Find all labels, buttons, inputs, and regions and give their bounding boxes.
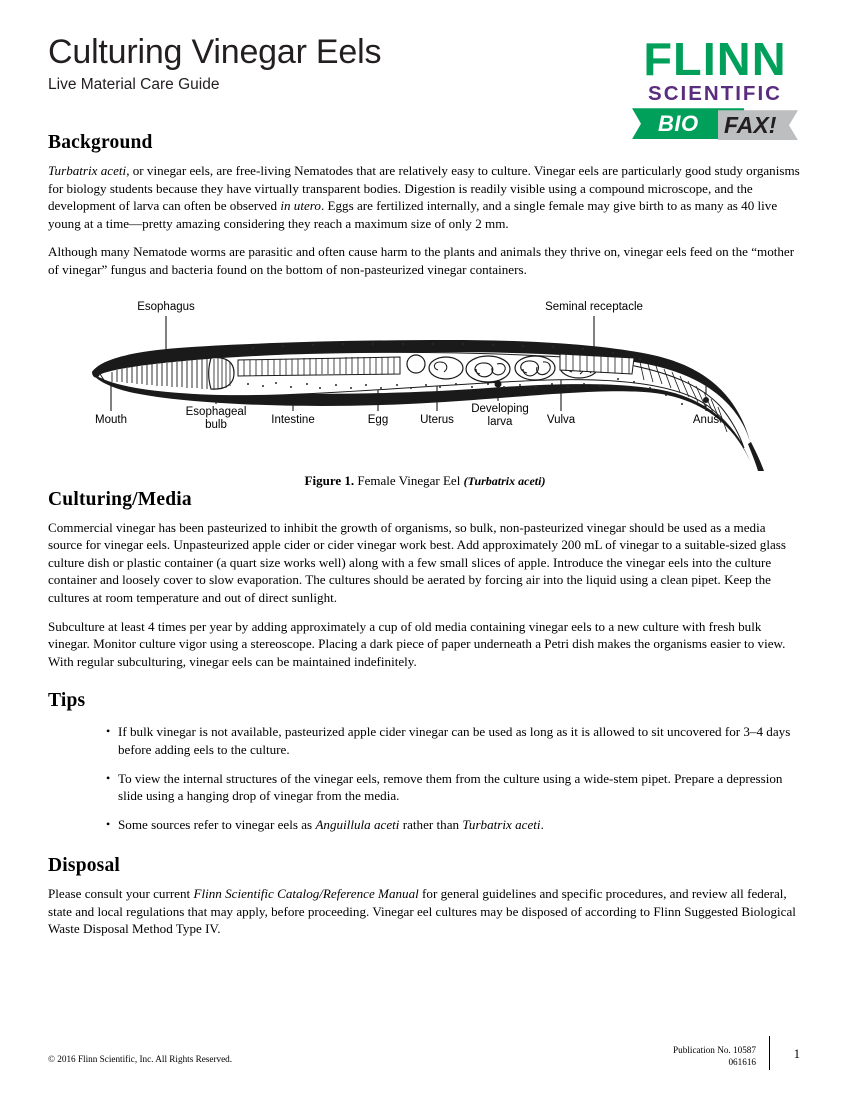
section-culturing-media	[48, 489, 802, 671]
page-footer	[48, 1030, 802, 1070]
label-esophageal-bulb-line2: bulb	[205, 418, 227, 431]
tip-1-text: If bulk vinegar is not available, pasteurized apple cider vinegar can be used as long as it is allowed to sit uncovered for 3–4 days before adding eels to the culture.	[118, 724, 791, 757]
tips-list	[48, 723, 802, 833]
page-number: 1	[793, 1047, 800, 1061]
label-uterus: Uterus	[420, 413, 454, 426]
fax-wordmark: FAX!	[724, 112, 777, 139]
copyright-notice: © 2016 Flinn Scientific, Inc. All Rights Reserved.	[48, 1054, 233, 1064]
intestine	[238, 357, 400, 376]
bio-wordmark: BIO	[658, 111, 699, 137]
page-title: Culturing Vinegar Eels	[48, 33, 382, 71]
label-egg: Egg	[367, 413, 389, 426]
biofax-banner	[632, 108, 798, 139]
background-p1-text-a: , or vinegar eels, are free-living Nematodes that are relatively easy to culture. Vinegar eels are particularly good study organisms for biology students because they have virtually transparent bodies. Digestion is readily visible using a compound microscope, and the development of larva can often be observed	[48, 163, 800, 214]
label-developing-larva-line1: Developing	[471, 402, 529, 415]
figure-vinegar-eel-anatomy	[48, 296, 802, 488]
section-disposal	[48, 855, 802, 938]
species-name-turbatrix-aceti-alt: Turbatrix aceti	[462, 816, 541, 832]
anus-marker	[703, 397, 709, 403]
page-content	[48, 0, 802, 955]
list-item	[106, 816, 802, 834]
background-paragraph-1	[48, 162, 802, 232]
label-esophageal-bulb-line1: Esophageal	[185, 405, 247, 418]
publication-info	[673, 1044, 756, 1068]
figure-caption-species: (Turbatrix aceti)	[463, 473, 546, 488]
background-paragraph-2: Although many Nematode worms are parasitic and often cause harm to the plants and animals they thrive on, vinegar eels feed on the “mother of vinegar” fungus and bacteria found on the bottom of non-pasteurized vinegar containers.	[48, 244, 795, 277]
tip-3-text-b: rather than	[399, 816, 463, 832]
flinn-wordmark: FLINN	[643, 33, 787, 85]
tips-heading: Tips	[48, 690, 86, 712]
vinegar-eel-diagram	[48, 296, 802, 471]
label-esophagus: Esophagus	[137, 300, 195, 313]
title-block	[48, 34, 568, 93]
tip-2-text: To view the internal structures of the vinegar eels, remove them from the culture using a wide-stem pipet. Prepare a depression slide using a hanging drop of vinegar from the media.	[118, 770, 783, 804]
label-mouth: Mouth	[95, 413, 127, 426]
flinn-scientific-biofax-logo	[632, 33, 798, 146]
culturing-paragraph-1: Commercial vinegar has been pasteurized to inhibit the growth of organisms, so bulk, non-pasteurized vinegar should be used as a media source for vinegar eels. Unpasteurized apple cider or cider vinegar work best. Add approximately 200 mL of vinegar to a suitable-sized glass culture dish or plastic container (a quart size works well) along with a few small slices of apple. Introduce the vinegar eels into the culture container and loosely cover to slow evaporation. The cultures should be aerated by forcing air into the liquid using a clean pipet. Keep the cultures at room temperature and out of direct sunlight.	[48, 519, 786, 605]
label-seminal-receptacle: Seminal receptacle	[545, 300, 643, 313]
seminal-receptacle	[560, 354, 634, 374]
species-name-anguillula-aceti: Anguillula aceti	[315, 816, 400, 832]
footer-divider	[769, 1036, 770, 1070]
background-p1-text-b: . Eggs are fertilized internally, and a single female may give birth to as many as 40 live young at a time—pretty amazing considering they reach a maximum size of only 2 mm.	[48, 198, 778, 231]
disposal-heading: Disposal	[48, 855, 121, 877]
label-developing-larva-line2: larva	[487, 415, 513, 428]
background-heading: Background	[48, 132, 153, 153]
list-item	[106, 770, 802, 805]
page-header	[48, 0, 802, 139]
disposal-p1-text-b: for general guidelines and specific procedures, and review all federal, state and local regulations that may apply, before proceeding. Vinegar eel cultures may be disposed of according to Flinn Suggested Biological Waste Disposal Method Type IV.	[48, 886, 796, 937]
label-anus: Anus	[692, 413, 720, 426]
tip-3-text-a: Some sources refer to vinegar eels as	[118, 816, 316, 832]
publication-date-code: 061616	[728, 1057, 756, 1067]
figure-caption-number: Figure 1.	[304, 472, 355, 488]
list-item	[106, 723, 802, 758]
publication-number: Publication No. 10587	[673, 1045, 756, 1055]
label-intestine: Intestine	[271, 413, 315, 426]
esophageal-bulb	[209, 357, 234, 388]
culturing-heading: Culturing/Media	[48, 488, 192, 510]
section-tips	[48, 690, 802, 833]
scientific-wordmark: SCIENTIFIC	[648, 81, 782, 105]
species-name-turbatrix-aceti: Turbatrix aceti	[48, 163, 127, 178]
vulva-marker	[495, 380, 502, 387]
figure-caption-text: Female Vinegar Eel	[354, 472, 464, 488]
page-subtitle: Live Material Care Guide	[48, 75, 220, 93]
catalog-reference-manual-title: Flinn Scientific Catalog/Reference Manual	[193, 886, 419, 902]
label-vulva: Vulva	[546, 413, 576, 426]
disposal-p1-text-a: Please consult your current	[48, 886, 194, 902]
tip-3-text-c: .	[540, 816, 544, 832]
latin-phrase-in-utero: in utero	[280, 198, 321, 214]
disposal-paragraph-1	[48, 885, 802, 938]
figure-caption	[48, 473, 802, 489]
section-background	[48, 132, 802, 279]
culturing-paragraph-2: Subculture at least 4 times per year by adding approximately a cup of old media containing vinegar eels to a new culture with fresh bulk vinegar. Monitor culture vigor using a stereoscope. Placing a dark piece of paper underneath a Petri dish makes the organisms easier to view. With regular subculturing, vinegar eels can be maintained indefinitely.	[48, 618, 786, 669]
